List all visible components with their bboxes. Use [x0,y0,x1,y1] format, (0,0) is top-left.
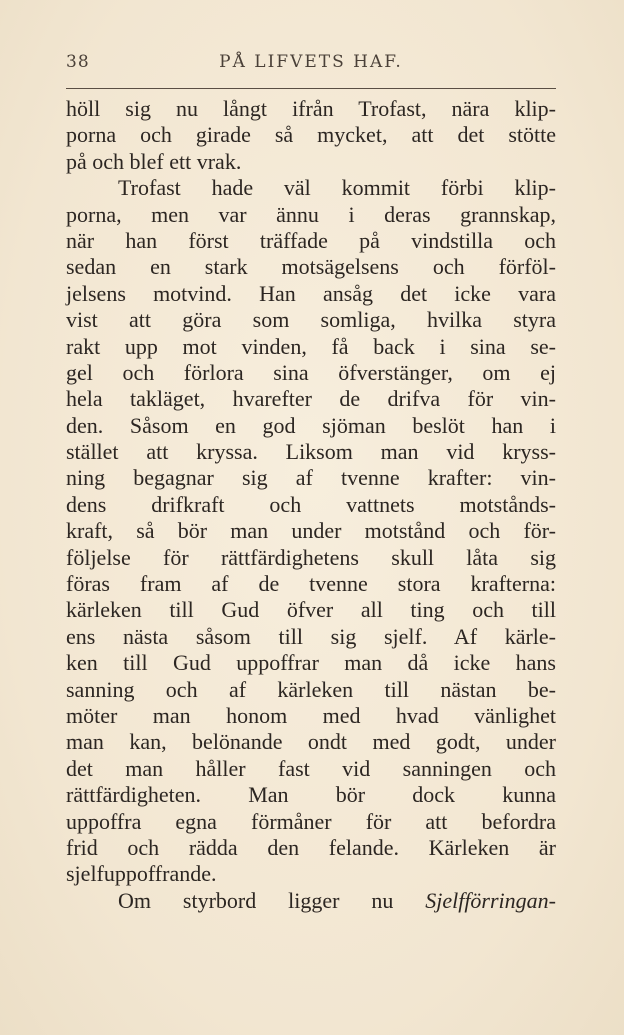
text-line: dens drifkraft och vattnets motstånds- [66,491,556,517]
catchword: Sjelfförringan- [425,887,556,913]
text-line: ens nästa såsom till sig sjelf. Af kärle- [66,623,556,649]
text-line: det man håller fast vid sanningen och [66,755,556,781]
text-line: ning begagnar sig af tvenne krafter: vin- [66,465,556,491]
text-line: när han först träffade på vindstilla och [66,227,556,253]
text-line: sanning och af kärleken till nästan be- [66,676,556,702]
text-line: uppoffra egna förmåner för att befordra [66,808,556,834]
text-line: frid och rädda den felande. Kärleken är [66,834,556,860]
page-number: 38 [66,52,90,72]
text-line: följelse för rättfärdighetens skull låta sig [66,544,556,570]
running-title: PÅ LIFVETS HAF. [219,52,403,72]
text-line: höll sig nu långt ifrån Trofast, nära klip- [66,96,556,121]
text-line: gel och förlora sina öfverstänger, om ej [66,359,556,385]
text-line: hela takläget, hvarefter de drifva för vin- [66,386,556,412]
text-line: rakt upp mot vinden, få back i sina se- [66,333,556,359]
text-line: jelsens motvind. Han ansåg det icke vara [66,280,556,306]
text-line: stället att kryssa. Liksom man vid kryss- [66,439,556,465]
text-line: porna och girade så mycket, att det stötte [66,122,556,148]
header-rule [66,88,556,89]
page-header [66,52,556,78]
text-line: kärleken till Gud öfver all ting och till [66,597,556,623]
text-line: sjelfuppoffrande. [66,861,217,887]
text-line: porna, men var ännu i deras grannskap, [66,201,556,227]
text-line: Trofast hade väl kommit förbi klip- [118,175,556,201]
text-line: möter man honom med hvad vänlighet [66,702,556,728]
text-line: på och blef ett vrak. [66,148,242,174]
text-line: sedan en stark motsägelsens och förföl- [66,254,556,280]
body-text [66,96,556,914]
text-line: den. Såsom en god sjöman beslöt han i [66,412,556,438]
text-line: rättfärdigheten. Man bör dock kunna [66,782,556,808]
text-line: Om styrbord ligger nu [118,887,394,913]
text-line: man kan, belönande ondt med godt, under [66,729,556,755]
text-line: kraft, så bör man under motstånd och för- [66,518,556,544]
text-line: ken till Gud uppoffrar man då icke hans [66,650,556,676]
text-line: vist att göra som somliga, hvilka styra [66,307,556,333]
text-line: föras fram af de tvenne stora krafterna: [66,571,556,597]
last-line [66,888,556,914]
